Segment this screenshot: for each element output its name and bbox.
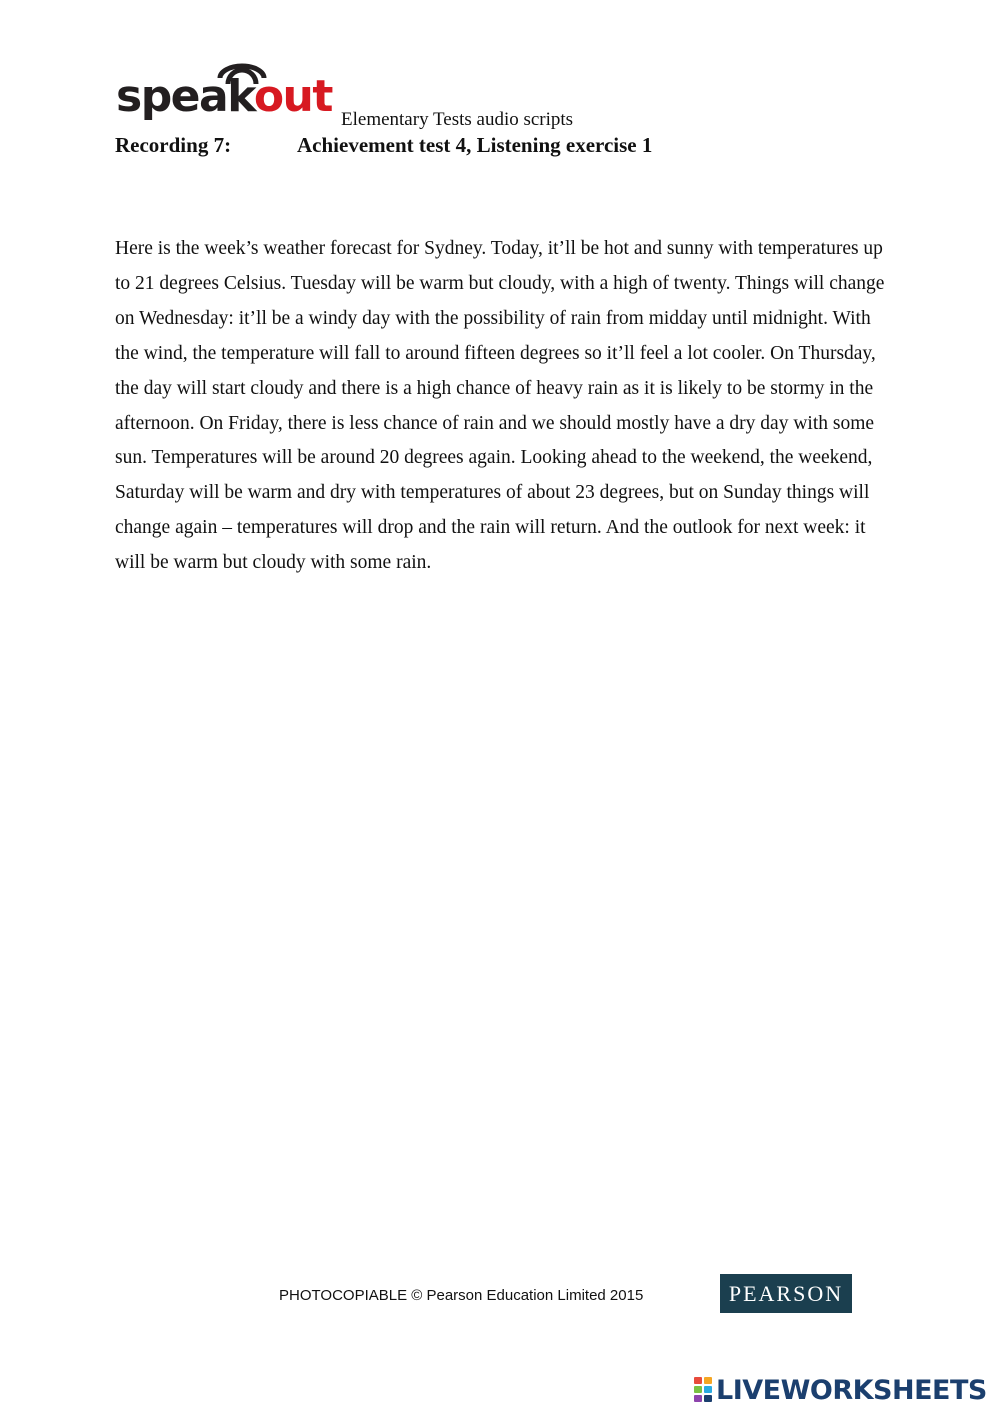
copyright-note: PHOTOCOPIABLE © Pearson Education Limited 2015	[279, 1287, 644, 1304]
speakout-logo	[116, 62, 332, 124]
pearson-logo: PEARSON	[720, 1274, 852, 1313]
liveworksheets-watermark	[694, 1374, 990, 1408]
liveworksheets-wordmark: LIVEWORKSHEETS	[716, 1375, 987, 1406]
recording-label: Recording 7:	[115, 133, 232, 157]
recording-title: Achievement test 4, Listening exercise 1	[297, 133, 653, 157]
liveworksheets-icon	[694, 1377, 714, 1403]
logo-wordmark: speakout	[116, 71, 332, 122]
audio-script-text: Here is the week’s weather forecast for Sydney. Today, it’ll be hot and sunny with temperatures up to 21 degrees Celsius. Tuesday will be warm but cloudy, with a high of twenty. Things will change on Wednesday: it’ll be a windy day with the possibility of rain from midday until midnight. With the wind, the temperature will fall to around fifteen degrees so it’ll feel a lot cooler. On Thursday, the day will start cloudy and there is a high chance of heavy rain as it is likely to be stormy in the afternoon. On Friday, there is less chance of rain and we should mostly have a dry day with some sun. Temperatures will be around 20 degrees again. Looking ahead to the weekend, the weekend, Saturday will be warm and dry with temperatures of about 23 degrees, but on Sunday things will change again – temperatures will drop and the rain will return. And the outlook for next week: it will be warm but cloudy with some rain.	[115, 238, 885, 574]
series-title: Elementary Tests audio scripts	[341, 109, 574, 130]
